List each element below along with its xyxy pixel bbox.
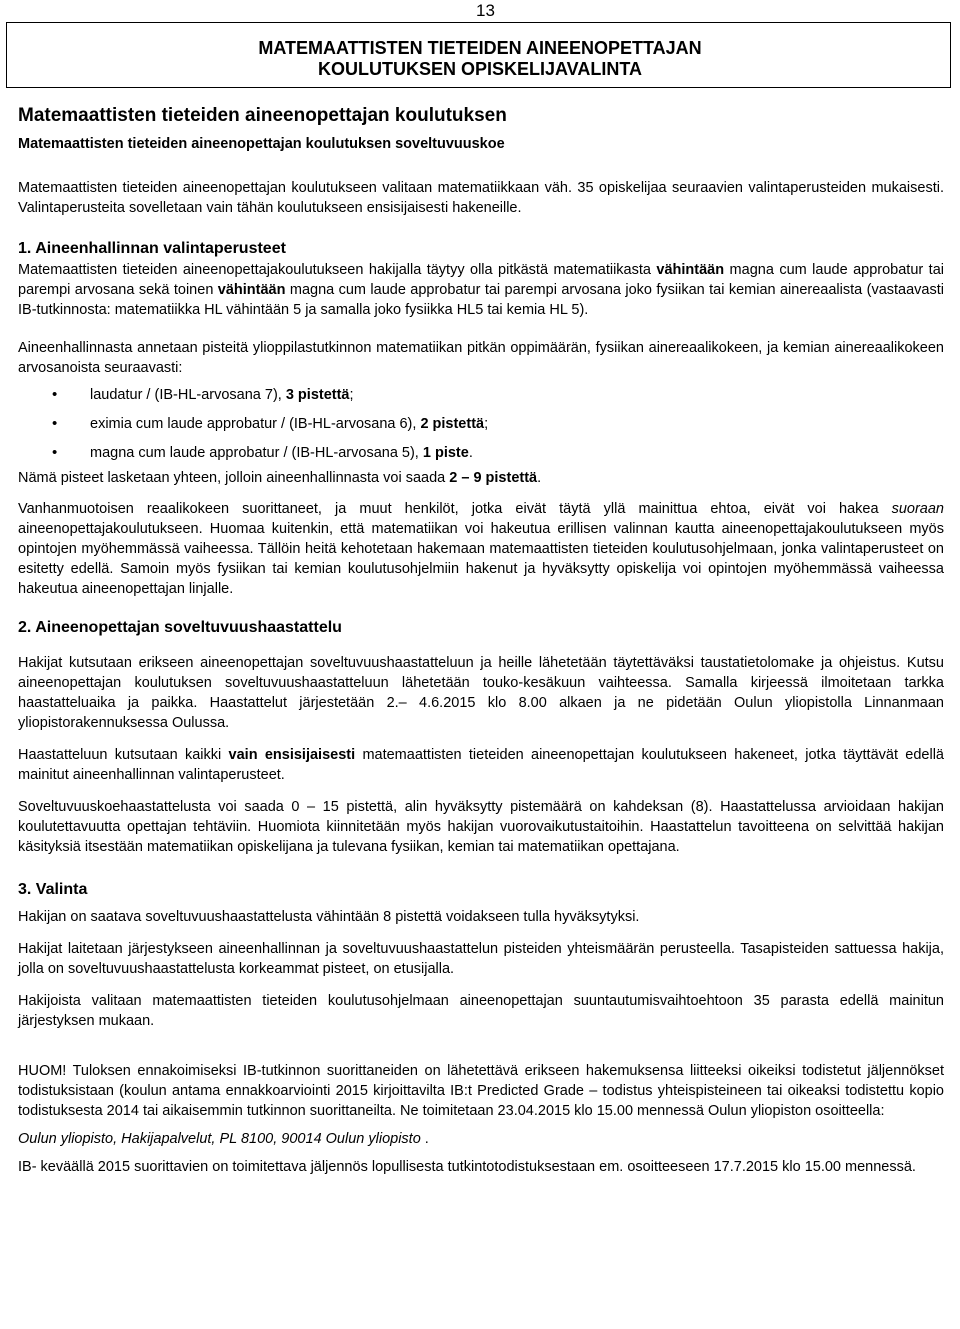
page-number: 13 [476, 1, 495, 20]
text-run: laudatur / (IB-HL-arvosana 7), [90, 387, 286, 403]
bold-run: vähintään [217, 282, 286, 298]
section-1-paragraph-3 [18, 468, 944, 488]
text-run: Nämä pisteet lasketaan yhteen, jolloin aineenhallinnasta voi saada [18, 470, 450, 486]
bold-run: vain ensisijaisesti [228, 747, 356, 763]
text-run: Haastatteluun kutsutaan kaikki [18, 747, 229, 763]
text-run: eximia cum laude approbatur / (IB-HL-arvosana 6), [90, 416, 421, 432]
section-3-title: 3. Valinta [18, 881, 88, 898]
bold-run: vähintään [656, 262, 725, 278]
address-text: Oulun yliopisto, Hakijapalvelut, PL 8100, 90014 Oulun yliopisto [18, 1131, 421, 1147]
italic-run: suoraan [891, 501, 944, 517]
section-3-paragraph-3: Hakijoista valitaan matemaattisten tieteiden koulutusohjelmaan aineenopettajan suuntautumisvaihtoehtoon 35 parasta edellä mainitun järjestyksen mukaan. [18, 993, 944, 1029]
bold-run: 2 pistettä [420, 416, 485, 432]
document-body [18, 104, 944, 1177]
list-item [18, 385, 944, 405]
section-2-title: 2. Aineenopettajan soveltuvuushaastattelu [18, 619, 342, 636]
document-subtitle: Matemaattisten tieteiden aineenopettajan koulutuksen soveltuvuuskoe [18, 136, 505, 152]
section-3-paragraph-2: Hakijat laitetaan järjestykseen aineenhallinnan ja soveltuvuushaastattelun pisteiden yhteismäärän perusteella. Tasapisteiden sattuessa hakija, jolla on soveltuvuushaastattelusta korkeammat pisteet, on etusijalla. [18, 941, 944, 977]
list-item [18, 414, 944, 434]
section-1-paragraph-2: Aineenhallinnasta annetaan pisteitä ylioppilastutkinnon matematiikan pitkän oppimäärän, fysiikan ainereaalikokeen, ja kemian ainereaalikokeen arvosanoista seuraavasti: [18, 340, 944, 376]
text-run: ; [484, 416, 489, 432]
text-run: . [537, 470, 542, 486]
bold-run: 2 – 9 pistettä [449, 470, 538, 486]
text-run: . [420, 1131, 429, 1147]
section-2-paragraph-3: Soveltuvuuskoehaastattelusta voi saada 0 – 15 pistettä, alin hyväksytty pistemäärä on kahdeksan (8). Haastattelussa arvioidaan hakijan koulutettavuutta opettajan tehtäviin. Huomiota kiinnitetään myös hakijan vuorovaikutustaitoihin. Haastattelun tavoitteena on selvittää hakijan käsityksiä itsestään matematiikan opiskelijana ja tulevana fysiikan, kemian tai matematiikan opettajana. [18, 799, 944, 855]
header-line-1: MATEMAATTISTEN TIETEIDEN AINEENOPETTAJAN [258, 38, 702, 58]
text-run: Matemaattisten tieteiden aineenopettajakoulutukseen hakijalla täytyy olla pitkästä matematiikasta [18, 262, 657, 278]
text-run: aineenopettajakoulutukseen. Huomaa kuitenkin, että matematiikan voi hakeutua erillisen valinnan kautta aineenopettajakoulutukseen myös opintojen myöhemmässä vaiheessa. Tällöin heitä kehotetaan hakemaan matemaattisten tieteiden koulutusohjelmaan, jonka valintaperusteet on esitetty edellä. Samoin myös fysiikan tai kemian koulutusohjelmiin hakenut ja hyväksytty opiskelija voi opintojen myöhemmässä vaiheessa hakeutua aineenopettajan linjalle. [18, 521, 944, 597]
ib-notice-paragraph: IB- keväällä 2015 suorittavien on toimitettava jäljennös lopullisesta tutkintotodistuksestaan em. osoitteeseen 17.7.2015 klo 15.00 mennessä. [18, 1159, 916, 1175]
text-run: . [468, 445, 473, 461]
intro-paragraph: Matemaattisten tieteiden aineenopettajan koulutukseen valitaan matematiikkaan väh. 35 opiskelijaa seuraavien valintaperusteiden mukaisesti. Valintaperusteita sovelletaan vain tähän koulutukseen ensisijaisesti hakeneille. [18, 180, 944, 216]
text-run: magna cum laude approbatur / (IB-HL-arvosana 5), [90, 445, 423, 461]
text-run: magna cum laude approbatur tai parempi arvosana joko fysiikan tai kemian ainereaalista (vastaavasti IB-tutkinnosta: matematiikka HL vähintään 5 ja samalla joko fysiikka HL5 tai kemia HL 5). [18, 282, 944, 318]
text-run: magna cum laude approbatur tai parempi arvosana sekä toinen [18, 262, 944, 298]
text-run: ; [349, 387, 354, 403]
section-1-title: 1. Aineenhallinnan valintaperusteet [18, 240, 286, 257]
document-title: Matemaattisten tieteiden aineenopettajan koulutuksen [18, 105, 507, 126]
notice-paragraph: HUOM! Tuloksen ennakoimiseksi IB-tutkinnon suorittaneiden on lähetettävä erikseen hakemuksensa liitteeksi oikeiksi todistetut jäljennökset todistuksistaan (koulun antama ennakkoarviointi 2015 kirjoittavilta IB:t Predicted Grade – todistus yhteispisteineen tai oikeaksi todistettu kopio todistuksesta 2014 tai aikaisemmin tutkinnon suorittaneilta. Ne toimitetaan 23.04.2015 klo 15.00 mennessä Oulun yliopiston osoitteella: [18, 1063, 944, 1119]
text-run: matemaattisten tieteiden aineenopettajan koulutukseen hakeneet, jotka täyttävät edellä mainitut aineenhallinnan valintaperusteet. [18, 747, 944, 783]
points-list [18, 385, 944, 463]
postal-address [18, 1129, 944, 1149]
list-item [18, 443, 944, 463]
section-2-paragraph-1: Hakijat kutsutaan erikseen aineenopettajan soveltuvuushaastatteluun ja heille lähetetään täytettäväksi taustatietolomake ja ohjeistus. Kutsu aineenopettajan koulutuksen soveltuvuushaastatteluun lähetetään touko-kesäkuun vaihteessa. Samalla kirjeessä ilmoitetaan tarkka haastatteluaika ja paikka. Haastattelut järjestetään 2.– 4.6.2015 klo 8.00 alkaen ja ne pidetään Oulun yliopistolla Linnanmaan yliopistorakennuksessa Oulussa. [18, 655, 944, 731]
header-title [0, 38, 960, 80]
text-run: Vanhanmuotoisen reaalikokeen suorittaneet, ja muut henkilöt, jotka eivät täytä yllä mainittua ehtoa, eivät voi hakea [18, 501, 892, 517]
section-3-paragraph-1: Hakijan on saatava soveltuvuushaastattelusta vähintään 8 pistettä voidakseen tulla hyväksytyksi. [18, 909, 640, 925]
bold-run: 1 piste [422, 445, 469, 461]
section-2-paragraph-2 [18, 745, 944, 785]
header-line-2: KOULUTUKSEN OPISKELIJAVALINTA [317, 59, 642, 79]
section-1-paragraph-4 [18, 499, 944, 599]
bold-run: 3 pistettä [285, 387, 350, 403]
section-1-paragraph-1 [18, 260, 944, 320]
